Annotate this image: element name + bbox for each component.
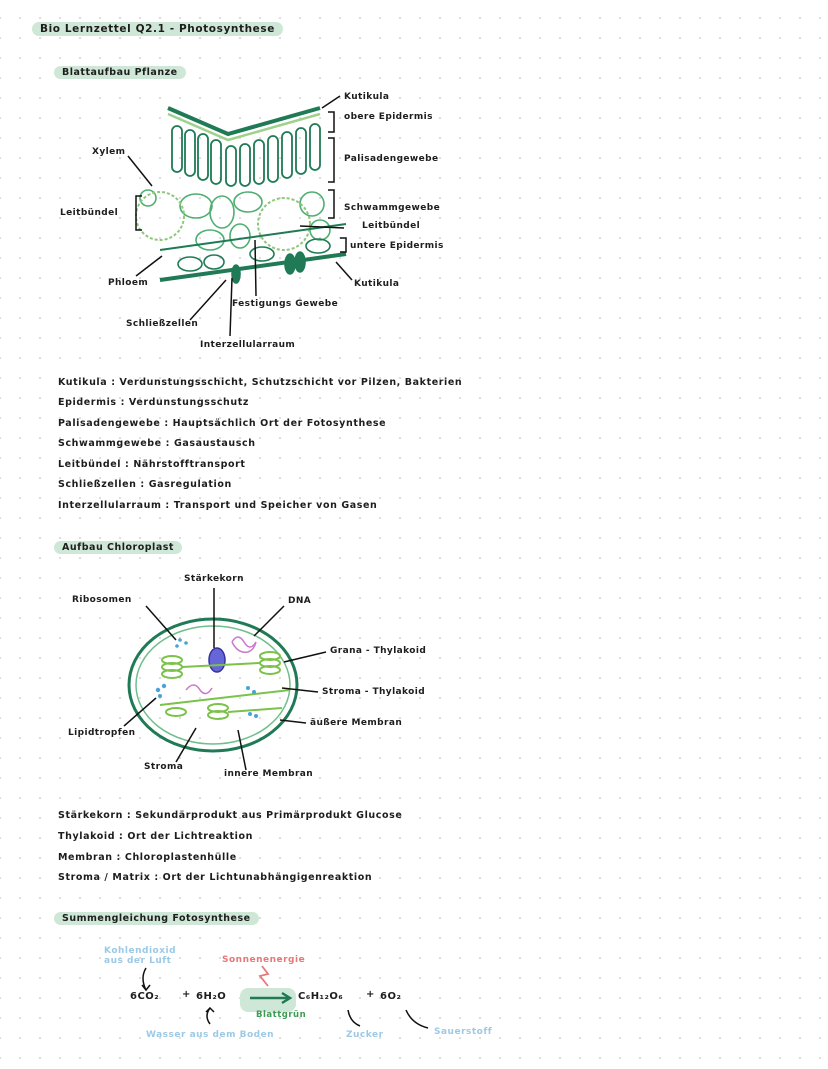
label-phloem: Phloem [108, 278, 149, 288]
note-sauerstoff: Sauerstoff [434, 1027, 493, 1037]
eq-o2: 6O₂ [380, 991, 402, 1002]
section-heading-blatt: Blattaufbau Pflanze [54, 66, 186, 79]
label-stroma: Stroma [144, 762, 184, 772]
label-staerkekorn: Stärkekorn [184, 574, 244, 584]
eq-glucose: C₆H₁₂O₆ [298, 991, 344, 1002]
eq-plus-2: + [366, 989, 375, 1000]
label-kutikula-bottom: Kutikula [354, 279, 400, 289]
eq-h2o: 6H₂O [196, 991, 227, 1002]
label-palisadengewebe: Palisadengewebe [344, 154, 439, 164]
eq-blattgruen: Blattgrün [256, 1010, 307, 1020]
label-festigungs-gewebe: Festigungs Gewebe [232, 299, 339, 309]
chloro-note-membran: Membran : Chloroplastenhülle [58, 852, 237, 863]
leaf-note-kutikula: Kutikula : Verdunstungsschicht, Schutzschicht vor Pilzen, Bakterien [58, 377, 463, 388]
chloro-note-staerkekorn: Stärkekorn : Sekundärprodukt aus Primärprodukt Glucose [58, 810, 403, 821]
label-schliesszellen: Schließzellen [126, 319, 199, 329]
label-dna: DNA [288, 596, 312, 606]
label-aeussere-membran: äußere Membran [310, 718, 403, 728]
note-wasser: Wasser aus dem Boden [146, 1030, 275, 1040]
note-co2-line2: aus der Luft [104, 956, 172, 966]
eq-co2: 6CO₂ [130, 991, 160, 1002]
eq-plus-1: + [182, 989, 191, 1000]
label-interzellularraum: Interzellularraum [200, 340, 296, 350]
note-zucker: Zucker [346, 1030, 384, 1040]
label-xylem: Xylem [92, 147, 126, 157]
leaf-note-leitbuendel: Leitbündel : Nährstofftransport [58, 459, 246, 470]
leaf-note-interzellular: Interzellularraum : Transport und Speicher von Gasen [58, 500, 378, 511]
label-untere-epidermis: untere Epidermis [350, 241, 444, 251]
label-ribosomen: Ribosomen [72, 595, 132, 605]
label-stroma-thylakoid: Stroma - Thylakoid [322, 687, 426, 697]
note-sonnenenergie: Sonnenenergie [222, 955, 306, 965]
label-leitbuendel-left: Leitbündel [60, 208, 119, 218]
leaf-note-epidermis: Epidermis : Verdunstungsschutz [58, 397, 250, 408]
label-kutikula-top: Kutikula [344, 92, 390, 102]
section-heading-chloroplast: Aufbau Chloroplast [54, 541, 182, 554]
section-heading-gleichung: Summengleichung Fotosynthese [54, 912, 259, 925]
label-leitbuendel-right: Leitbündel [362, 221, 421, 231]
label-obere-epidermis: obere Epidermis [344, 112, 433, 122]
label-lipidtropfen: Lipidtropfen [68, 728, 136, 738]
label-innere-membran: innere Membran [224, 769, 314, 779]
label-schwammgewebe: Schwammgewebe [344, 203, 441, 213]
chloro-note-stroma: Stroma / Matrix : Ort der Lichtunabhängigenreaktion [58, 872, 373, 883]
leaf-note-schwamm: Schwammgewebe : Gasaustausch [58, 438, 256, 449]
page-title: Bio Lernzettel Q2.1 - Photosynthese [32, 22, 283, 36]
label-grana-thylakoid: Grana - Thylakoid [330, 646, 427, 656]
note-co2-line1: Kohlendioxid [104, 946, 177, 956]
leaf-note-schliesszellen: Schließzellen : Gasregulation [58, 479, 232, 490]
leaf-note-palisaden: Palisadengewebe : Hauptsächlich Ort der Fotosynthese [58, 418, 387, 429]
chloro-note-thylakoid: Thylakoid : Ort der Lichtreaktion [58, 831, 253, 842]
